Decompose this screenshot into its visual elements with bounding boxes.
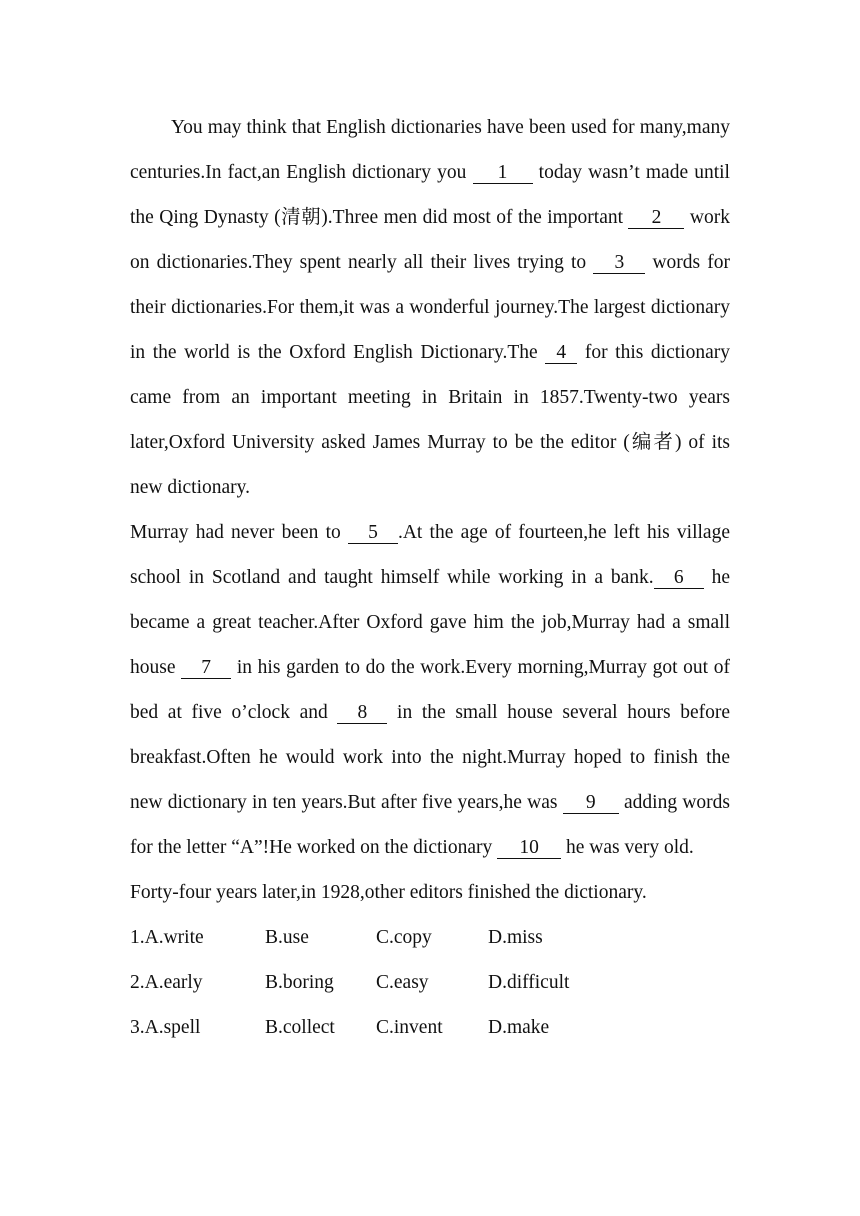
option-a: 2.A.early <box>130 972 203 993</box>
blank-6: 6 <box>654 568 704 589</box>
option-a: 1.A.write <box>130 927 204 948</box>
option-c: C.invent <box>376 1017 443 1038</box>
option-b: B.collect <box>265 1017 335 1038</box>
paragraph-text: work on dictionaries.They spent nearly all their lives trying to <box>130 207 730 273</box>
paragraph-text: he became a great teacher.After Oxford gave him the job,Murray had a small house <box>130 567 730 678</box>
blank-5: 5 <box>348 523 398 544</box>
option-d: D.miss <box>488 927 543 948</box>
option-a: 3.A.spell <box>130 1017 201 1038</box>
blank-1: 1 <box>473 163 533 184</box>
paragraph-text: in his garden to do the work.Every morning,Murray got out of bed at five o’clock and <box>130 657 730 723</box>
option-b: B.boring <box>265 972 334 993</box>
paragraph-text: .At the age of fourteen,he left his village school in Scotland and taught himself while working in a bank. <box>130 522 730 588</box>
blank-4: 4 <box>545 343 577 364</box>
document-page <box>130 105 730 1050</box>
blank-3: 3 <box>593 253 645 274</box>
blank-2: 2 <box>628 208 684 229</box>
option-c: C.easy <box>376 972 429 993</box>
blank-9: 9 <box>563 793 619 814</box>
option-d: D.difficult <box>488 972 570 993</box>
blank-10: 10 <box>497 838 561 859</box>
paragraph-text: for this dictionary came from an important meeting in Britain in 1857.Twenty-two years later,Oxford University asked James Murray to be the editor (编者) of its new dictionary. <box>130 342 730 498</box>
option-b: B.use <box>265 927 309 948</box>
option-c: C.copy <box>376 927 432 948</box>
blank-8: 8 <box>337 703 387 724</box>
question-options <box>130 915 730 1050</box>
paragraph-text: words for their dictionaries.For them,it was a wonderful journey.The largest dictionary in the world is the Oxford English Dictionary.The <box>130 252 731 363</box>
paragraph-3: Forty-four years later,in 1928,other editors finished the dictionary. <box>130 882 647 903</box>
paragraph-text: today wasn’t made until the Qing Dynasty (清朝).Three men did most of the important <box>130 162 730 228</box>
paragraph-text: in the small house several hours before breakfast.Often he would work into the night.Murray hoped to finish the new dictionary in ten years.But after five years,he was <box>130 702 731 813</box>
paragraph-1 <box>130 105 730 510</box>
paragraph-text: You may think that English dictionaries have been used for many,many centuries.In fact,an English dictionary you <box>130 117 730 183</box>
question-row <box>130 1005 730 1050</box>
paragraph-text: Murray had never been to <box>130 522 348 543</box>
paragraph-text: adding words for the letter “A”!He worked on the dictionary <box>130 792 730 858</box>
question-row <box>130 915 730 960</box>
paragraph-text: he was very old. <box>561 837 694 858</box>
option-d: D.make <box>488 1017 550 1038</box>
paragraph-2 <box>130 510 730 870</box>
blank-7: 7 <box>181 658 231 679</box>
question-row <box>130 960 730 1005</box>
